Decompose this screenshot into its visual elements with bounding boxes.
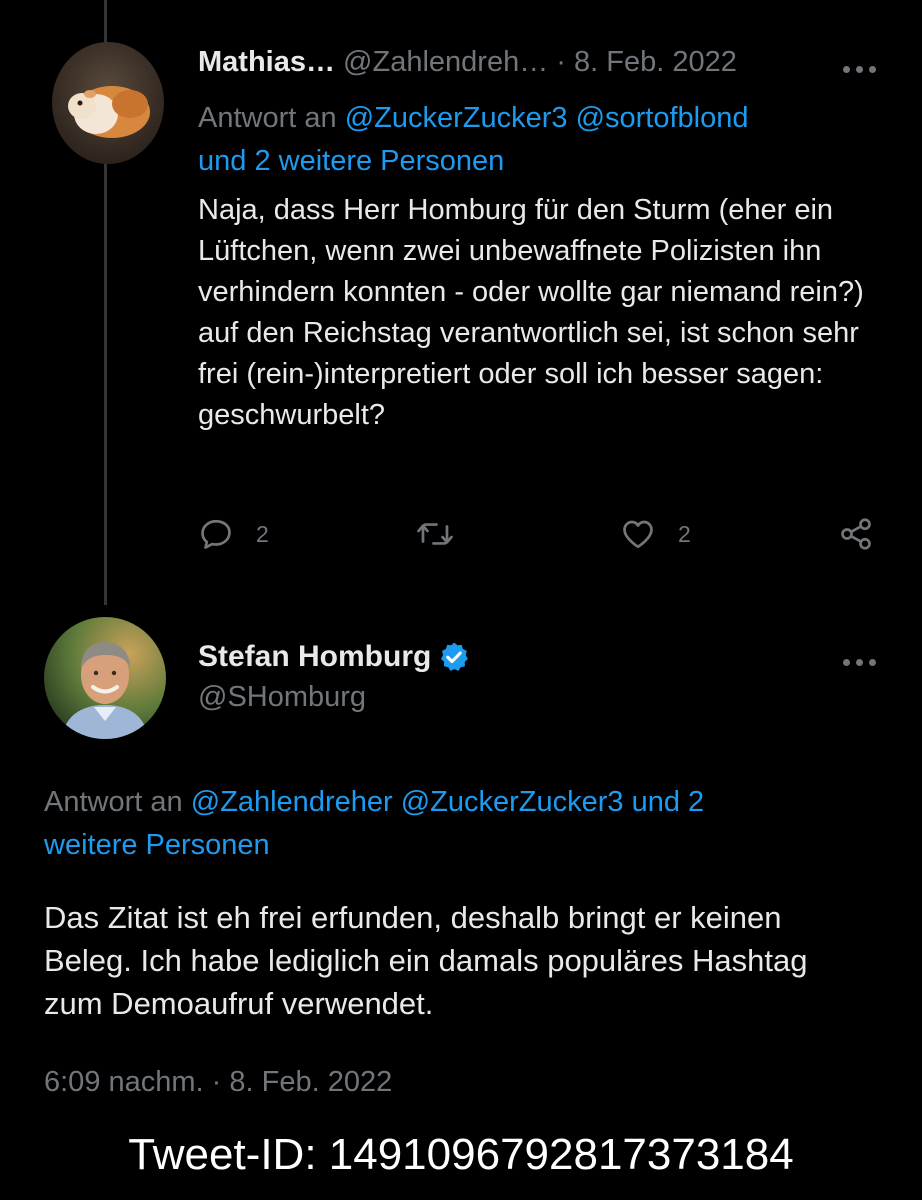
tweet2-reply-context: [44, 781, 894, 867]
tweet1-reply-more-people[interactable]: und 2 weitere Personen: [198, 145, 505, 177]
more-icon[interactable]: [843, 658, 877, 668]
tweet1-date[interactable]: 8. Feb. 2022: [574, 46, 737, 78]
tweet1-handle[interactable]: @Zahlendreh…: [343, 46, 549, 78]
tweet1-separator: ·: [556, 46, 566, 78]
tweet2-timestamp[interactable]: 6:09 nachm. · 8. Feb. 2022: [44, 1066, 393, 1098]
tweet2-handle[interactable]: @SHomburg: [198, 681, 367, 713]
tweet2-name-row: [198, 640, 471, 674]
reply-icon: [198, 516, 234, 552]
tweet1-reply-count: 2: [256, 520, 269, 547]
tweet-id-caption: Tweet-ID: 1491096792817373184: [128, 1130, 794, 1179]
tweet1-share-action[interactable]: [838, 516, 874, 552]
tweet1-text: Naja, dass Herr Homburg für den Sturm (eher ein Lüftchen, wenn zwei unbewaffnete Polizisten ihn verhindern konnten - oder wollte gar niemand rein?) auf den Reichstag verantwortlich sei, ist schon sehr frei (rein-)interpretiert oder soll ich besser sagen: geschwurbelt?: [198, 194, 864, 431]
tweet2-text: Das Zitat ist eh frei erfunden, deshalb bringt er keinen Beleg. Ich habe lediglich ein damals populäres Hashtag zum Demoaufruf verwendet.: [44, 900, 808, 1021]
verified-badge-icon: [437, 640, 471, 674]
tweet1-reply-mentions[interactable]: @ZuckerZucker3 @sortofblond: [344, 102, 749, 134]
avatar-mathias[interactable]: [52, 42, 164, 164]
heart-icon: [620, 516, 656, 552]
tweet1-like-count: 2: [678, 520, 691, 547]
more-icon[interactable]: [843, 65, 877, 75]
tweet2-reply-mentions[interactable]: @Zahlendreher @ZuckerZucker3 und 2: [190, 786, 705, 818]
tweet2-reply-prefix: Antwort an: [44, 786, 183, 818]
share-icon: [838, 516, 874, 552]
tweet1-header: [198, 46, 737, 79]
tweet1-display-name[interactable]: Mathias…: [198, 46, 335, 78]
tweet1-reply-context: [198, 97, 898, 183]
tweet2-display-name[interactable]: Stefan Homburg: [198, 640, 432, 673]
tweet1-reply-action[interactable]: [198, 516, 269, 552]
tweet1-reply-prefix: Antwort an: [198, 102, 337, 134]
tweet2-reply-more-people[interactable]: weitere Personen: [44, 829, 270, 861]
retweet-icon: [415, 516, 455, 552]
tweet1-like-action[interactable]: [620, 516, 691, 552]
avatar-stefan-homburg[interactable]: [44, 617, 166, 739]
tweet1-retweet-action[interactable]: [415, 516, 455, 552]
